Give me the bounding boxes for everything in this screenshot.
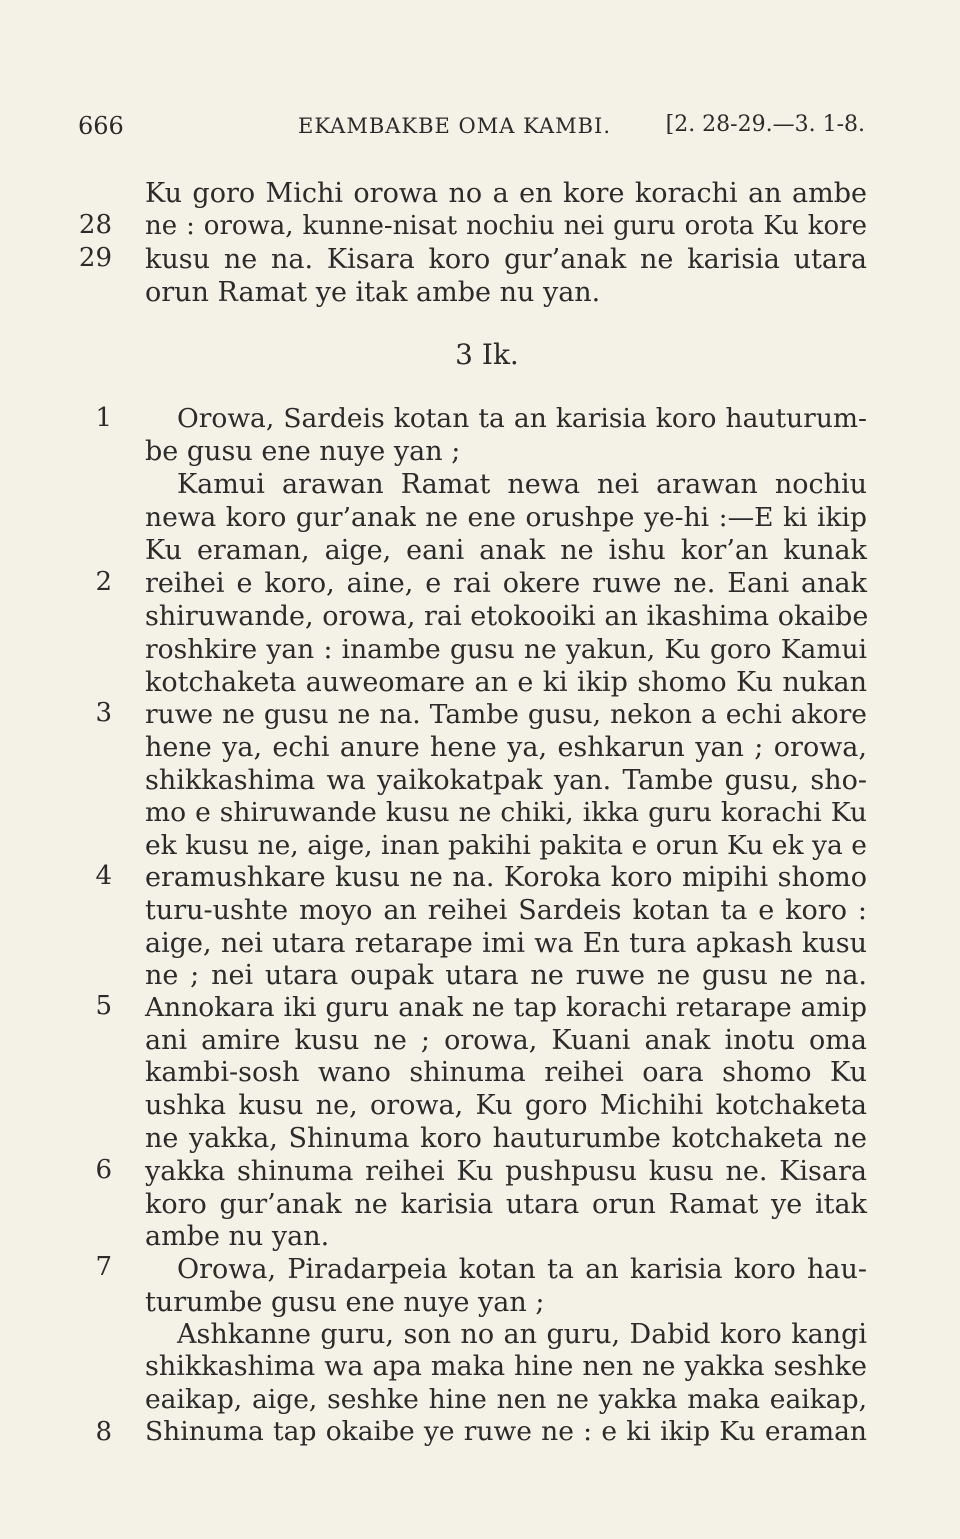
text-line: turu-ushte moyo an reihei Sardeis kotan ta e koro :: [145, 895, 867, 926]
text-line: ushka kusu ne, orowa, Ku goro Michihi kotchaketa: [145, 1090, 867, 1121]
text-line: Kamui arawan Ramat newa nei arawan nochiu: [177, 469, 867, 500]
text-line: reihei e koro, aine, e rai okere ruwe ne. Eani anak: [145, 568, 867, 599]
verse-number: 1: [95, 403, 112, 433]
text-line: ne ; nei utara oupak utara ne ruwe ne gusu ne na.: [145, 960, 867, 991]
text-line: Annokara iki guru anak ne tap korachi retarape amip: [145, 992, 867, 1023]
text-line: roshkire yan : inambe gusu ne yakun, Ku goro Kamui: [145, 634, 867, 665]
running-title: EKAMBAKBE OMA KAMBI.: [298, 114, 612, 138]
text-line: kusu ne na. Kisara koro gur’anak ne karisia utara: [145, 244, 867, 275]
text-line: shikkashima wa yaikokatpak yan. Tambe gusu, sho-: [145, 765, 867, 796]
text-line: be gusu ene nuye yan ;: [145, 436, 461, 467]
verse-reference: [2. 28-29.—3. 1-8.: [665, 112, 865, 137]
text-line: ne yakka, Shinuma koro hauturumbe kotchaketa ne: [145, 1123, 867, 1154]
text-line: eramushkare kusu ne na. Koroka koro mipihi shomo: [145, 862, 867, 893]
text-line: Ku goro Michi orowa no a en kore korachi an ambe: [145, 178, 867, 209]
text-line: turumbe gusu ene nuye yan ;: [145, 1287, 545, 1318]
text-line: Ashkanne guru, son no an guru, Dabid koro kangi: [177, 1319, 867, 1350]
verse-number: 29: [78, 243, 112, 273]
text-line: kotchaketa auweomare an e ki ikip shomo Ku nukan: [145, 667, 867, 698]
text-line: aige, nei utara retarape imi wa En tura apkash kusu: [145, 928, 867, 959]
text-line: Orowa, Sardeis kotan ta an karisia koro hauturum-: [177, 403, 867, 434]
text-line: kambi-sosh wano shinuma reihei oara shomo Ku: [145, 1057, 867, 1088]
verse-number: 5: [95, 991, 112, 1021]
text-line: orun Ramat ye itak ambe nu yan.: [145, 277, 601, 308]
text-line: koro gur’anak ne karisia utara orun Ramat ye itak: [145, 1189, 867, 1220]
verse-number: 7: [95, 1252, 112, 1282]
text-line: Shinuma tap okaibe ye ruwe ne : e ki ikip Ku eraman: [145, 1416, 867, 1447]
text-line: ambe nu yan.: [145, 1221, 330, 1252]
verse-number: 8: [95, 1417, 112, 1447]
text-line: shikkashima wa apa maka hine nen ne yakka seshke: [145, 1351, 867, 1382]
verse-number: 28: [78, 210, 112, 240]
text-line: ek kusu ne, aige, inan pakihi pakita e orun Ku ek ya e: [145, 830, 867, 861]
page-number: 666: [78, 112, 124, 140]
text-line: shiruwande, orowa, rai etokooiki an ikashima okaibe: [145, 601, 869, 632]
page-header: [78, 112, 865, 152]
verse-number: 2: [95, 567, 112, 597]
text-line: eaikap, aige, seshke hine nen ne yakka maka eaikap,: [145, 1384, 867, 1415]
text-line: ani amire kusu ne ; orowa, Kuani anak inotu oma: [145, 1025, 867, 1056]
verse-number: 3: [95, 698, 112, 728]
verse-number: 4: [95, 861, 112, 891]
text-line: newa koro gur’anak ne ene orushpe ye-hi :—E ki ikip: [145, 502, 867, 533]
text-line: Orowa, Piradarpeia kotan ta an karisia koro hau-: [177, 1254, 867, 1285]
text-line: ne : orowa, kunne-nisat nochiu nei guru orota Ku kore: [145, 211, 867, 241]
verse-number: 6: [95, 1155, 112, 1185]
text-line: ruwe ne gusu ne na. Tambe gusu, nekon a echi akore: [145, 699, 867, 730]
text-line: mo e shiruwande kusu ne chiki, ikka guru korachi Ku: [145, 797, 867, 828]
text-line: Ku eraman, aige, eani anak ne ishu kor’an kunak: [145, 535, 867, 566]
chapter-heading: 3 Ik.: [455, 338, 519, 371]
text-line: hene ya, echi anure hene ya, eshkarun yan ; orowa,: [145, 732, 867, 763]
text-line: yakka shinuma reihei Ku pushpusu kusu ne. Kisara: [145, 1156, 867, 1187]
